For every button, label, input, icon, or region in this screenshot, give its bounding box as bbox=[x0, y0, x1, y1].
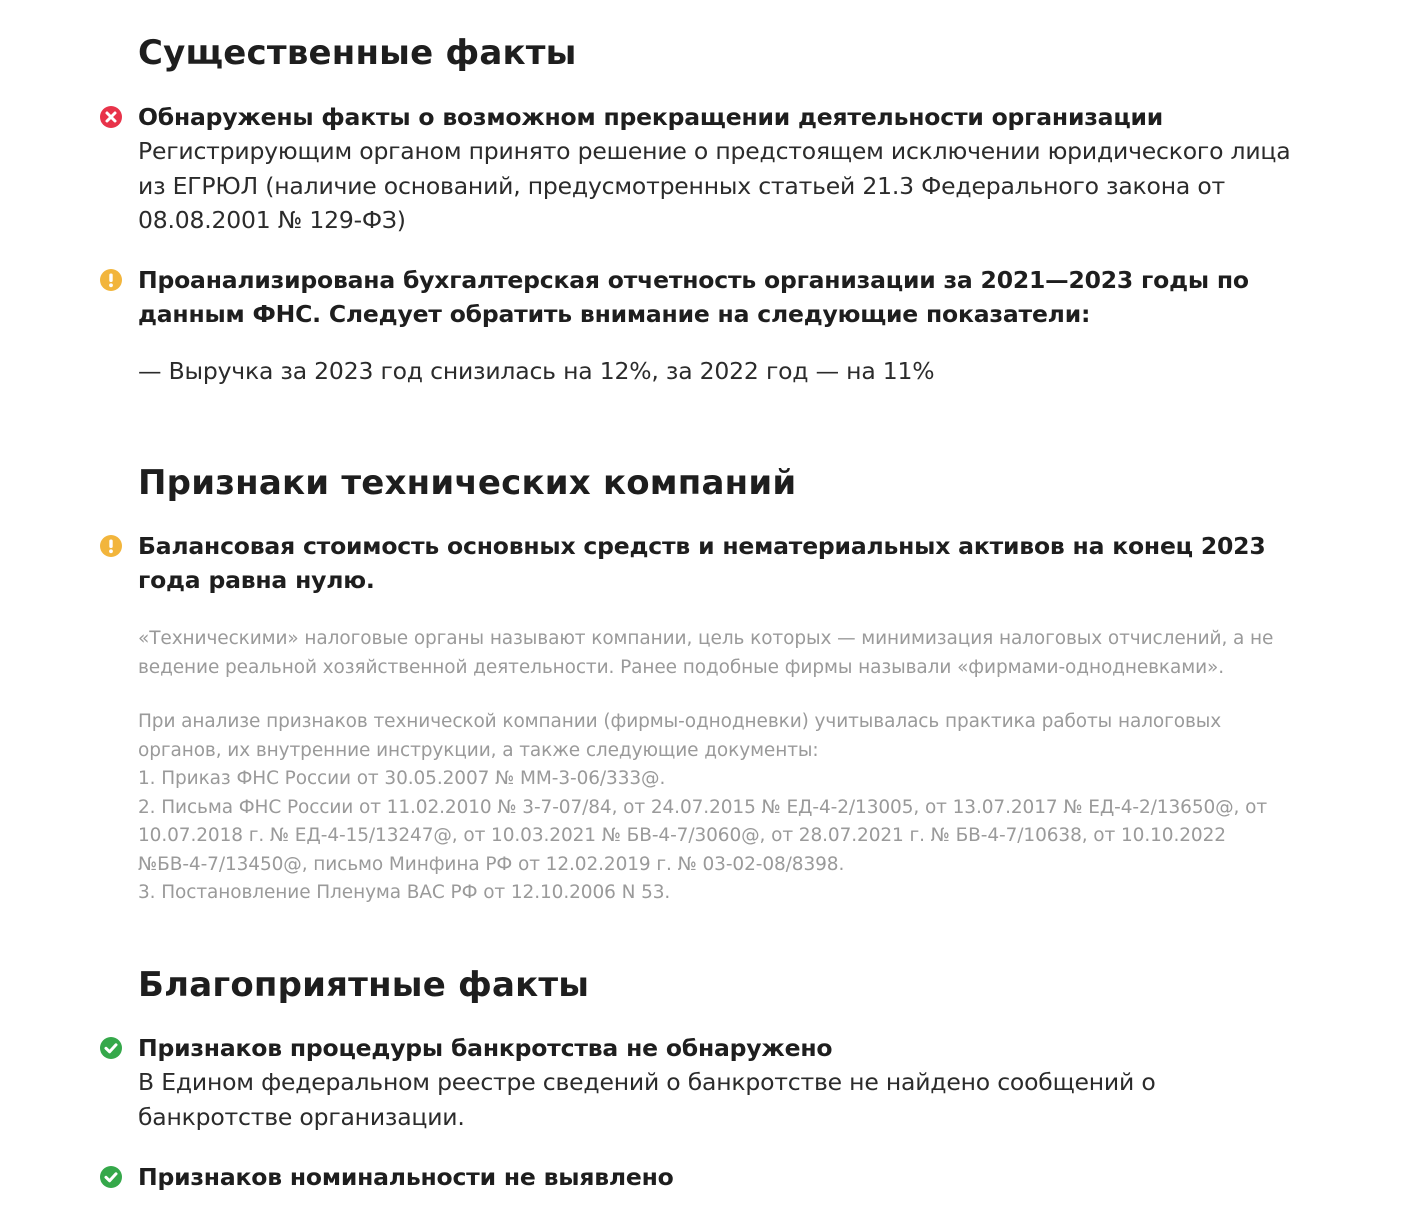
warning-exclamation-icon bbox=[100, 535, 122, 557]
section-title-technical-companies: Признаки технических компаний bbox=[138, 463, 797, 503]
fact-title: Признаков номинальности не выявлено bbox=[138, 1163, 674, 1191]
fact-accounting bbox=[100, 263, 1310, 388]
fact-title: Обнаружены факты о возможном прекращении деятельности организации bbox=[138, 103, 1164, 131]
note-paragraph: «Техническими» налоговые органы называют компании, цель которых — минимизация налоговых отчислений, а не ведение реальной хозяйственной деятельности. Ранее подобные фирмы называли «фирмами-однодневками». bbox=[138, 628, 1274, 678]
warning-exclamation-icon bbox=[100, 269, 122, 291]
section-title-significant-facts: Существенные факты bbox=[138, 33, 577, 73]
section-title-favorable-facts: Благоприятные факты bbox=[138, 965, 590, 1005]
fact-no-nominality bbox=[100, 1160, 1310, 1194]
fact-no-bankruptcy bbox=[100, 1031, 1310, 1134]
note-documents bbox=[138, 708, 1298, 908]
note-definition bbox=[138, 625, 1298, 682]
success-check-icon bbox=[100, 1166, 122, 1188]
note-list-item: 1. Приказ ФНС России от 30.05.2007 № ММ-3-06/333@. bbox=[138, 768, 666, 789]
fact-title: Признаков процедуры банкротства не обнаружено bbox=[138, 1034, 833, 1062]
note-list-item: 2. Письма ФНС России от 11.02.2010 № 3-7-07/84, от 24.07.2015 № ЕД-4-2/13005, от 13.07.2017 № ЕД-4-2/13650@, от 10.07.2018 г. № ЕД-4-15/13247@, от 10.03.2021 № БВ-4-7/3060@, от 28.07.2021 г. № БВ-4-7/10638, от 10.10.2022 №БВ-4-7/13450@, письмо Минфина РФ от 12.02.2019 г. № 03-02-08/8398. bbox=[138, 796, 1268, 875]
note-list-item: 3. Постановление Пленума ВАС РФ от 12.10.2006 N 53. bbox=[138, 882, 671, 903]
note-paragraph: При анализе признаков технической компании (фирмы-однодневки) учитывалась практика работы налоговых органов, их внутренние инструкции, а также следующие документы: bbox=[138, 711, 1222, 761]
fact-zero-assets bbox=[100, 529, 1310, 597]
fact-text: В Едином федеральном реестре сведений о банкротстве не найдено сообщений о банкротстве организации. bbox=[138, 1068, 1156, 1131]
fact-title: Балансовая стоимость основных средств и нематериальных активов на конец 2023 года равна нулю. bbox=[138, 532, 1266, 594]
error-cross-icon bbox=[100, 106, 122, 128]
fact-text: Регистрирующим органом принято решение о предстоящем исключении юридического лица из ЕГРЮЛ (наличие оснований, предусмотренных статьей 21.3 Федерального закона от 08.08.2001 № 129-ФЗ) bbox=[138, 137, 1291, 234]
fact-bullet-revenue: — Выручка за 2023 год снизилась на 12%, за 2022 год — на 11% bbox=[138, 357, 935, 385]
fact-liquidation bbox=[100, 100, 1310, 238]
success-check-icon bbox=[100, 1037, 122, 1059]
fact-title: Проанализирована бухгалтерская отчетность организации за 2021—2023 годы по данным ФНС. Следует обратить внимание на следующие показатели: bbox=[138, 266, 1249, 328]
